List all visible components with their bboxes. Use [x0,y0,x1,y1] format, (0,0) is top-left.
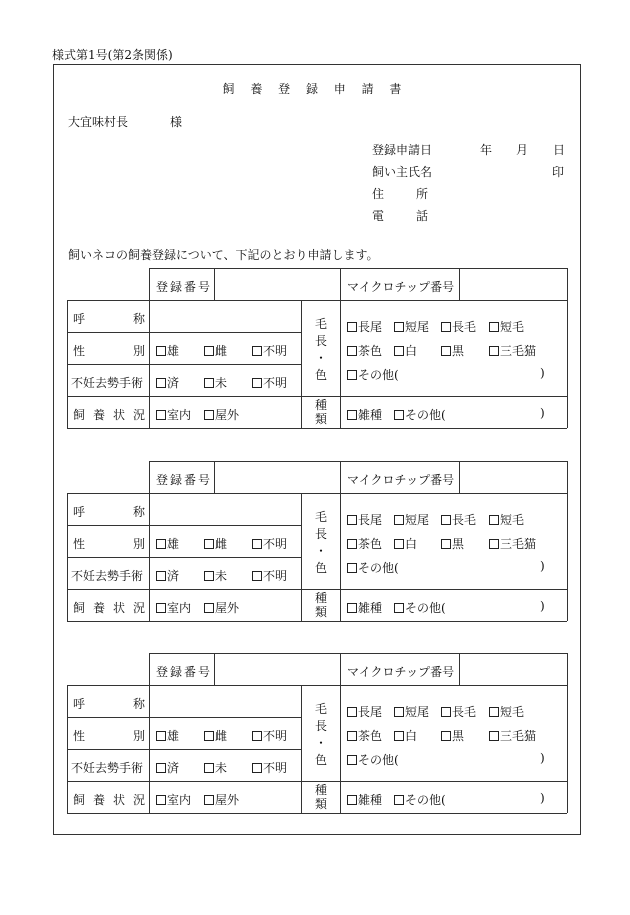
neuter-option[interactable]: 不明 [252,567,287,584]
color-option[interactable]: 白 [394,727,417,744]
keeping-option[interactable]: 屋外 [204,406,239,423]
fur-length-option[interactable]: 短毛 [489,703,524,720]
checkbox[interactable] [489,707,499,717]
owner-name-row [372,163,572,181]
checkbox[interactable] [394,346,404,356]
checkbox[interactable] [347,563,357,573]
sex-option[interactable]: 雌 [204,342,227,359]
fur-length-option[interactable]: 短毛 [489,511,524,528]
table-rule [67,781,567,782]
application-date-label: 登録申請日 [372,143,433,157]
checkbox[interactable] [489,515,499,525]
breed-option[interactable]: 雑種 [347,406,382,423]
table-rule [149,653,150,813]
breed-option[interactable]: 雑種 [347,791,382,808]
day-label: 日 [553,143,566,157]
table-rule [149,653,567,654]
breed-option[interactable]: その他( [394,406,446,423]
close-paren: ) [540,366,545,380]
keeping-status-label: 飼 養 状 況 [73,601,145,615]
table-rule [67,396,567,397]
sex-option[interactable]: 雄 [156,342,179,359]
table-rule [459,653,460,685]
table-rule [340,268,341,428]
table-rule [67,685,567,686]
neuter-option[interactable]: 未 [204,374,227,391]
table-rule [459,461,460,493]
checkbox[interactable] [347,410,357,420]
color-other-option[interactable]: その他( [347,366,399,383]
color-option[interactable]: 黒 [441,727,464,744]
microchip-number-label: マイクロチップ番号 [347,665,455,679]
fur-length-option[interactable]: 長毛 [441,511,476,528]
checkbox[interactable] [347,731,357,741]
keeping-option[interactable]: 室内 [156,406,191,423]
close-paren: ) [540,751,545,765]
checkbox[interactable] [156,763,166,773]
keeping-status-label: 飼 養 状 況 [73,408,145,422]
addressee [68,113,182,130]
address-label: 住所 [372,187,461,201]
checkbox[interactable] [347,346,357,356]
neuter-option[interactable]: 未 [204,759,227,776]
fur-length-option[interactable]: 短尾 [394,318,429,335]
neuter-option[interactable]: 不明 [252,759,287,776]
seal-label: 印 [552,165,565,179]
color-option[interactable]: 茶色 [347,727,382,744]
fur-color-label: 毛 長 ・ 色 [314,510,327,575]
checkbox[interactable] [441,515,451,525]
sex-label: 性 別 [73,344,145,358]
table-rule [459,268,460,300]
checkbox[interactable] [394,539,404,549]
checkbox[interactable] [252,346,262,356]
color-option[interactable]: 三毛猫 [489,727,536,744]
fur-length-option[interactable]: 短尾 [394,703,429,720]
checkbox[interactable] [252,539,262,549]
neuter-label: 不妊去勢手術 [71,569,144,583]
owner-name-label: 飼い主氏名 [372,165,433,179]
fur-length-option[interactable]: 長毛 [441,703,476,720]
checkbox[interactable] [156,731,166,741]
close-paren: ) [540,791,545,805]
checkbox[interactable] [394,410,404,420]
close-paren: ) [540,406,545,420]
checkbox[interactable] [347,755,357,765]
close-paren: ) [540,599,545,613]
close-paren: ) [540,559,545,573]
registration-number-label: 登 録 番 号 [156,473,210,487]
color-other-option[interactable]: その他( [347,559,399,576]
table-rule [67,717,301,718]
registration-block-2 [0,461,630,623]
call-name-label: 呼 称 [73,505,145,519]
table-rule [67,332,301,333]
sex-option[interactable]: 雄 [156,727,179,744]
microchip-number-label: マイクロチップ番号 [347,280,455,294]
page-title: 飼 養 登 録 申 請 書 [222,82,408,96]
addressee-suffix: 様 [170,115,183,129]
call-name-label: 呼 称 [73,697,145,711]
registration-block-1 [0,268,630,430]
checkbox[interactable] [204,763,214,773]
table-rule [67,685,68,813]
table-rule [340,653,341,813]
fur-length-option[interactable]: 長毛 [441,318,476,335]
table-rule [149,461,567,462]
table-rule [149,268,567,269]
checkbox[interactable] [394,795,404,805]
checkbox[interactable] [156,378,166,388]
checkbox[interactable] [204,346,214,356]
call-name-label: 呼 称 [73,312,145,326]
table-rule [214,653,215,685]
checkbox[interactable] [441,707,451,717]
checkbox[interactable] [347,795,357,805]
table-rule [67,813,567,814]
checkbox[interactable] [394,707,404,717]
color-option[interactable]: 三毛猫 [489,535,536,552]
keeping-option[interactable]: 屋外 [204,599,239,616]
checkbox[interactable] [204,378,214,388]
neuter-option[interactable]: 済 [156,374,179,391]
statement: 飼いネコの飼養登録について、下記のとおり申請します。 [68,248,379,262]
checkbox[interactable] [204,539,214,549]
checkbox[interactable] [394,515,404,525]
color-option[interactable]: 黒 [441,342,464,359]
registration-number-label: 登 録 番 号 [156,280,210,294]
checkbox[interactable] [156,795,166,805]
table-rule [214,268,215,300]
phone-label: 電話 [372,209,461,223]
checkbox[interactable] [489,346,499,356]
addressee-name: 大宜味村長 [68,115,129,129]
sex-option[interactable]: 雄 [156,535,179,552]
year-label: 年 [480,143,493,157]
checkbox[interactable] [347,539,357,549]
phone-row [372,207,572,225]
keeping-status-label: 飼 養 状 況 [73,793,145,807]
month-label: 月 [516,143,529,157]
table-rule [67,749,301,750]
table-rule [301,685,302,813]
table-rule [67,493,567,494]
address-row [372,185,572,203]
color-option[interactable]: 茶色 [347,342,382,359]
checkbox[interactable] [347,707,357,717]
registration-number-label: 登 録 番 号 [156,665,210,679]
table-rule [567,653,568,813]
color-other-option[interactable]: その他( [347,751,399,768]
checkbox[interactable] [441,539,451,549]
table-rule [149,268,150,428]
checkbox[interactable] [156,346,166,356]
table-rule [67,525,301,526]
sex-option[interactable]: 不明 [252,727,287,744]
table-rule [67,589,567,590]
color-option[interactable]: 三毛猫 [489,342,536,359]
form-code: 様式第1号(第2条関係) [52,48,173,62]
table-rule [214,461,215,493]
checkbox[interactable] [489,322,499,332]
color-option[interactable]: 茶色 [347,535,382,552]
checkbox[interactable] [252,571,262,581]
checkbox[interactable] [156,410,166,420]
checkbox[interactable] [394,603,404,613]
application-date-row [372,141,572,159]
sex-option[interactable]: 雌 [204,535,227,552]
checkbox[interactable] [441,346,451,356]
checkbox[interactable] [156,603,166,613]
table-rule [301,493,302,621]
registration-block-3 [0,653,630,815]
sex-option[interactable]: 不明 [252,342,287,359]
checkbox[interactable] [204,410,214,420]
checkbox[interactable] [204,571,214,581]
sex-label: 性 別 [73,537,145,551]
checkbox[interactable] [347,370,357,380]
neuter-label: 不妊去勢手術 [71,376,144,390]
microchip-number-label: マイクロチップ番号 [347,473,455,487]
fur-color-label: 毛 長 ・ 色 [314,317,327,382]
color-option[interactable]: 白 [394,535,417,552]
sex-label: 性 別 [73,729,145,743]
table-rule [67,428,567,429]
checkbox[interactable] [204,603,214,613]
neuter-option[interactable]: 未 [204,567,227,584]
fur-length-option[interactable]: 短尾 [394,511,429,528]
checkbox[interactable] [252,763,262,773]
fur-length-option[interactable]: 長尾 [347,511,382,528]
sex-option[interactable]: 不明 [252,535,287,552]
breed-label: 種 類 [314,783,327,811]
checkbox[interactable] [489,539,499,549]
breed-option[interactable]: その他( [394,599,446,616]
table-rule [301,300,302,428]
table-rule [567,268,568,428]
keeping-option[interactable]: 室内 [156,599,191,616]
checkbox[interactable] [347,603,357,613]
fur-length-option[interactable]: 短毛 [489,318,524,335]
table-rule [149,461,150,621]
fur-length-option[interactable]: 長尾 [347,318,382,335]
color-option[interactable]: 黒 [441,535,464,552]
sex-option[interactable]: 雌 [204,727,227,744]
checkbox[interactable] [394,731,404,741]
table-rule [67,557,301,558]
checkbox[interactable] [204,731,214,741]
neuter-option[interactable]: 済 [156,567,179,584]
checkbox[interactable] [347,515,357,525]
checkbox[interactable] [156,539,166,549]
fur-color-label: 毛 長 ・ 色 [314,702,327,767]
neuter-option[interactable]: 済 [156,759,179,776]
neuter-label: 不妊去勢手術 [71,761,144,775]
breed-label: 種 類 [314,591,327,619]
breed-label: 種 類 [314,398,327,426]
fur-length-option[interactable]: 長尾 [347,703,382,720]
checkbox[interactable] [489,731,499,741]
checkbox[interactable] [441,731,451,741]
table-rule [340,461,341,621]
checkbox[interactable] [252,731,262,741]
neuter-option[interactable]: 不明 [252,374,287,391]
table-rule [67,300,567,301]
checkbox[interactable] [394,322,404,332]
checkbox[interactable] [252,378,262,388]
checkbox[interactable] [156,571,166,581]
breed-option[interactable]: 雑種 [347,599,382,616]
breed-option[interactable]: その他( [394,791,446,808]
table-rule [567,461,568,621]
keeping-option[interactable]: 室内 [156,791,191,808]
keeping-option[interactable]: 屋外 [204,791,239,808]
color-option[interactable]: 白 [394,342,417,359]
checkbox[interactable] [347,322,357,332]
table-rule [67,621,567,622]
checkbox[interactable] [204,795,214,805]
table-rule [67,493,68,621]
checkbox[interactable] [441,322,451,332]
table-rule [67,364,301,365]
table-rule [67,300,68,428]
